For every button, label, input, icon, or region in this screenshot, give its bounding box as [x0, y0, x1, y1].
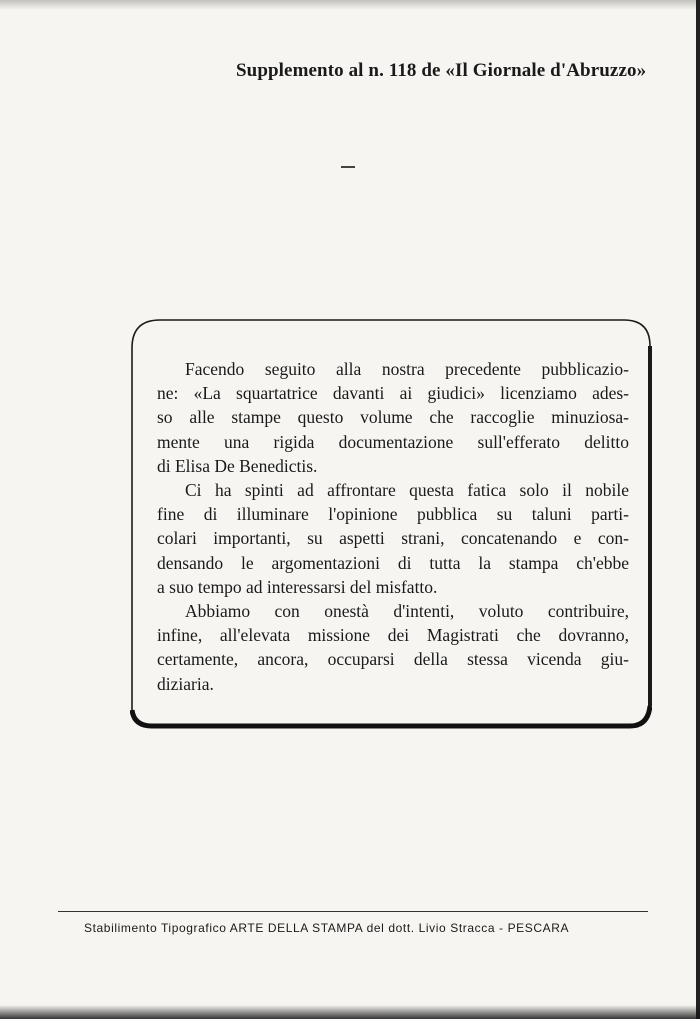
- scan-edge-top: [0, 0, 700, 10]
- text-line: a suo tempo ad interessarsi del misfatto.: [157, 576, 438, 597]
- footer-rule: [58, 911, 648, 912]
- text-line: densando le argomentazioni di tutta la stampa ch'ebbe: [157, 552, 629, 573]
- text-line: colari importanti, su aspetti strani, concatenando e con-: [157, 528, 629, 549]
- printer-imprint: Stabilimento Tipografico ARTE DELLA STAMPA del dott. Livio Stracca - PESCARA: [84, 921, 570, 935]
- text-line: di Elisa De Benedictis.: [157, 455, 318, 476]
- text-line: ne: «La squartatrice davanti ai giudici» licenziamo ades-: [157, 383, 629, 404]
- scan-edge-right: [696, 0, 700, 1019]
- text-line: mente una rigida documentazione sull'efferato delitto: [157, 431, 629, 452]
- scan-edge-bottom: [0, 1005, 700, 1019]
- text-line: infine, all'elevata missione dei Magistrati che dovranno,: [157, 625, 629, 646]
- ornament-dash: [341, 166, 355, 168]
- text-line: fine di illuminare l'opinione pubblica su taluni parti-: [157, 504, 629, 525]
- text-line: so alle stampe questo volume che raccoglie minuziosa-: [157, 407, 629, 428]
- text-line: Facendo seguito alla nostra precedente pubblicazio-: [185, 359, 629, 379]
- supplement-header: Supplemento al n. 118 de «Il Giornale d'Abruzzo»: [236, 60, 647, 81]
- text-line: certamente, ancora, occuparsi della stessa vicenda giu-: [157, 649, 629, 670]
- text-line: Abbiamo con onestà d'intenti, voluto contribuire,: [185, 601, 629, 622]
- notice-text: [157, 357, 629, 696]
- text-line: Ci ha spinti ad affrontare questa fatica solo il nobile: [185, 480, 629, 501]
- text-line: diziaria.: [157, 673, 214, 694]
